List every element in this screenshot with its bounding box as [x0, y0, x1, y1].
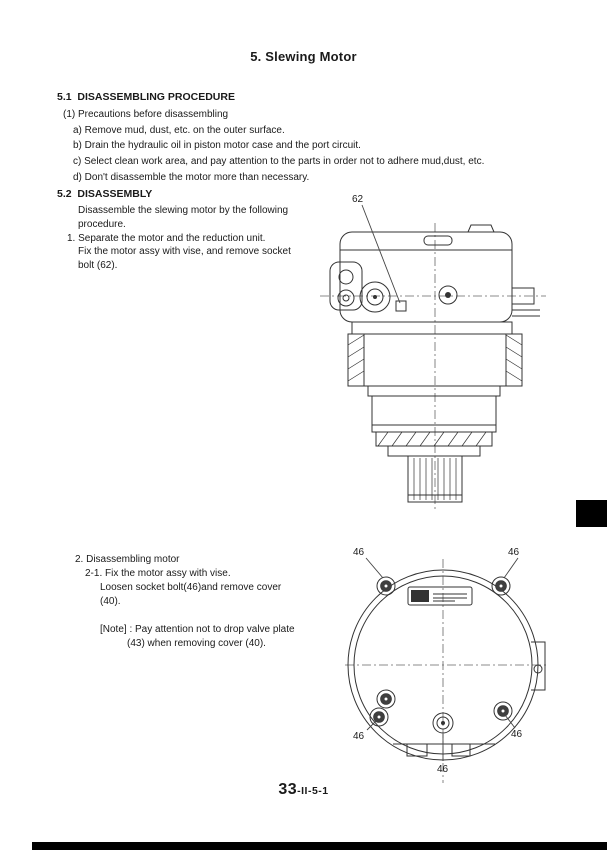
- precaution-item-a: a) Remove mud, dust, etc. on the outer surface.: [73, 124, 285, 136]
- precaution-item-d: d) Don't disassemble the motor more than necessary.: [73, 171, 310, 183]
- disassembly-intro-line: Disassemble the slewing motor by the following: [78, 205, 289, 216]
- socket-bolt-mid-left: [377, 690, 395, 708]
- disassembly-intro-line: procedure.: [78, 218, 126, 230]
- page-number-suffix: -II-5-1: [297, 785, 329, 797]
- figure-motor-cover-top-view: [345, 543, 550, 793]
- callout-46-top-left: 46: [353, 547, 365, 558]
- centerlines: [345, 559, 548, 783]
- step-2-line: 2. Disassembling motor: [75, 554, 180, 565]
- socket-bolt-top-right: [492, 577, 510, 595]
- note-block: [100, 623, 295, 651]
- callout-46-top-right: 46: [508, 547, 520, 558]
- note-line: (43) when removing cover (40).: [127, 638, 266, 649]
- step-2-line: 2-1. Fix the motor assy with vise.: [85, 568, 231, 579]
- step-2-line: (40).: [100, 596, 121, 607]
- page-number-main: 33: [278, 781, 298, 798]
- callout-62: 62: [352, 194, 364, 205]
- step-1-line: bolt (62).: [78, 260, 118, 272]
- step-2-line: Loosen socket bolt(46)and remove cover: [100, 582, 282, 593]
- section-51-heading: 5.1 DISASSEMBLING PROCEDURE: [57, 91, 235, 103]
- figure-slewing-motor-side-view: [318, 185, 548, 515]
- precaution-item-c: c) Select clean work area, and pay attention to the parts in order not to adhere mud,dust, etc.: [73, 156, 485, 168]
- step-2-block: [75, 553, 281, 609]
- callout-46-bottom-left: 46: [353, 731, 365, 742]
- socket-bolt-top-left: [377, 577, 395, 595]
- callout-group-62: [352, 194, 400, 303]
- socket-bolt-bottom-right: [494, 702, 512, 720]
- note-line: [Note] : Pay attention not to drop valve plate: [100, 624, 295, 635]
- callout-46-bottom-right: 46: [511, 729, 523, 740]
- socket-bolt-bottom-left: [370, 708, 388, 726]
- scan-edge-strip: [32, 842, 607, 850]
- page-number: [0, 781, 607, 799]
- page-title: 5. Slewing Motor: [250, 49, 357, 64]
- step-1-line: Fix the motor assy with vise, and remove socket: [78, 246, 291, 258]
- chapter-index-tab: [576, 500, 607, 527]
- precaution-item-b: b) Drain the hydraulic oil in piston motor case and the port circuit.: [73, 140, 361, 152]
- callout-46-bottom-center: 46: [437, 764, 449, 775]
- section-52-heading: 5.2 DISASSEMBLY: [57, 188, 153, 200]
- precautions-intro: (1) Precautions before disassembling: [63, 109, 229, 120]
- step-1-line: 1. Separate the motor and the reduction unit.: [67, 232, 266, 244]
- section-disassembling-procedure: [57, 91, 484, 186]
- section-disassembly: [57, 188, 291, 273]
